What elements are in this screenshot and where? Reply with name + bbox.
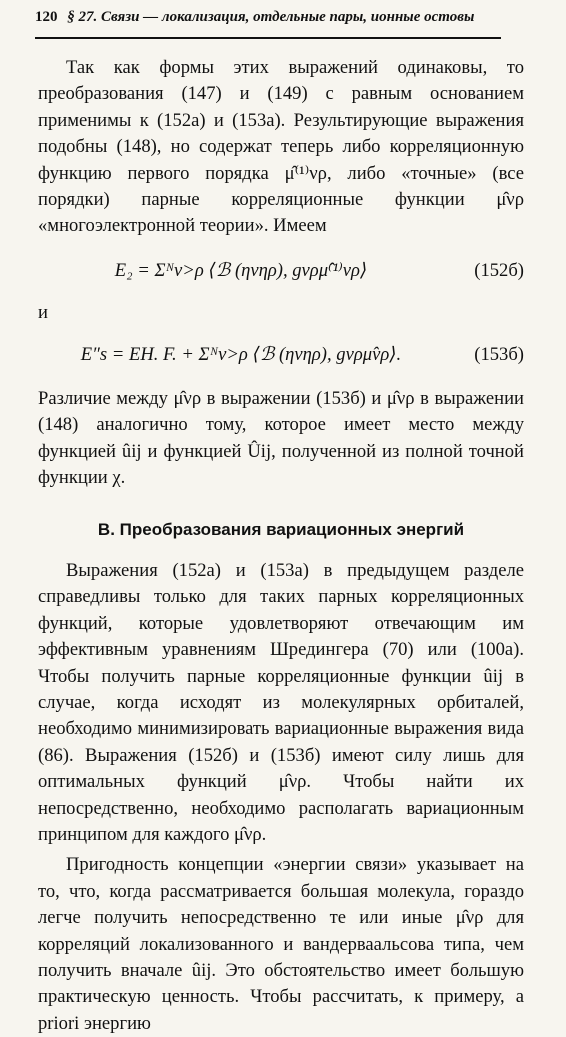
equation-153b-expression: E″s = EH. F. + Σᴺν>ρ ⟨ℬ (ηνηρ), gνρμ̂νρ⟩. xyxy=(80,343,402,365)
equation-153b-number: (153б) xyxy=(474,343,524,365)
section-heading: В. Преобразования вариационных энергий xyxy=(97,520,465,540)
paragraph-1: Так как формы этих выражений одинаковы, то преобразования (147) и (149) с равным основанием применимы к (152а) и (153а). Результирующие выражения подобны (148), но содержат теперь либо корреляционную функцию первого порядка μ̂⁽¹⁾νρ, либо «точные» (все порядки) парные корреляционные функции μ̂νρ «многоэлектронной теории». Имеем xyxy=(38,57,524,237)
equation-152b xyxy=(38,240,524,302)
paragraph-3: Выражения (152а) и (153а) в предыдущем разделе справедливы только для таких парных корреляционных функций, которые удовлетворяют отвечающим им эффективным уравнениям Шредингера (70) или (100а). Чтобы получить парные корреляционные функции ûij в случае, когда исходят из молекулярных орбиталей, необходимо минимизировать вариационные выражения вида (86). Выражения (152б) и (153б) имеют силу лишь для оптимальных функций μ̂νρ. Чтобы найти их непосредственно, необходимо располагать вариационным принципом для каждого μ̂νρ. xyxy=(38,559,524,845)
running-header xyxy=(35,9,505,26)
paragraph-2: Различие между μ̂νρ в выражении (153б) и μ̂νρ в выражении (148) аналогично тому, которое имеет место между функцией ûij и функцией Ûij, полученной из полной точной функции χ. xyxy=(38,387,524,489)
equation-152b-number: (152б) xyxy=(474,259,524,281)
equation-152b-expression: E₂ = Σᴺν>ρ ⟨ℬ (ηνηρ), gνρμ̂⁽¹⁾νρ⟩ xyxy=(114,259,368,281)
paragraph-4: Пригодность концепции «энергии связи» указывает на то, что, когда рассматривается большая молекула, гораздо легче получить непосредственно те или иные μ̂νρ для корреляций локализованного и вандерваальсова типа, чем получить вначале ûij. Это обстоятельство имеет большую практическую ценность. Чтобы рассчитать, к примеру, a priori энергию xyxy=(38,854,524,1034)
equation-153b xyxy=(38,324,524,386)
conjunction: и xyxy=(38,301,48,323)
page-number: 120 xyxy=(35,9,58,25)
running-title: § 27. Связи — локализация, отдельные пары, ионные остовы xyxy=(67,9,475,25)
header-rule xyxy=(35,37,501,39)
text-body xyxy=(38,55,524,1037)
